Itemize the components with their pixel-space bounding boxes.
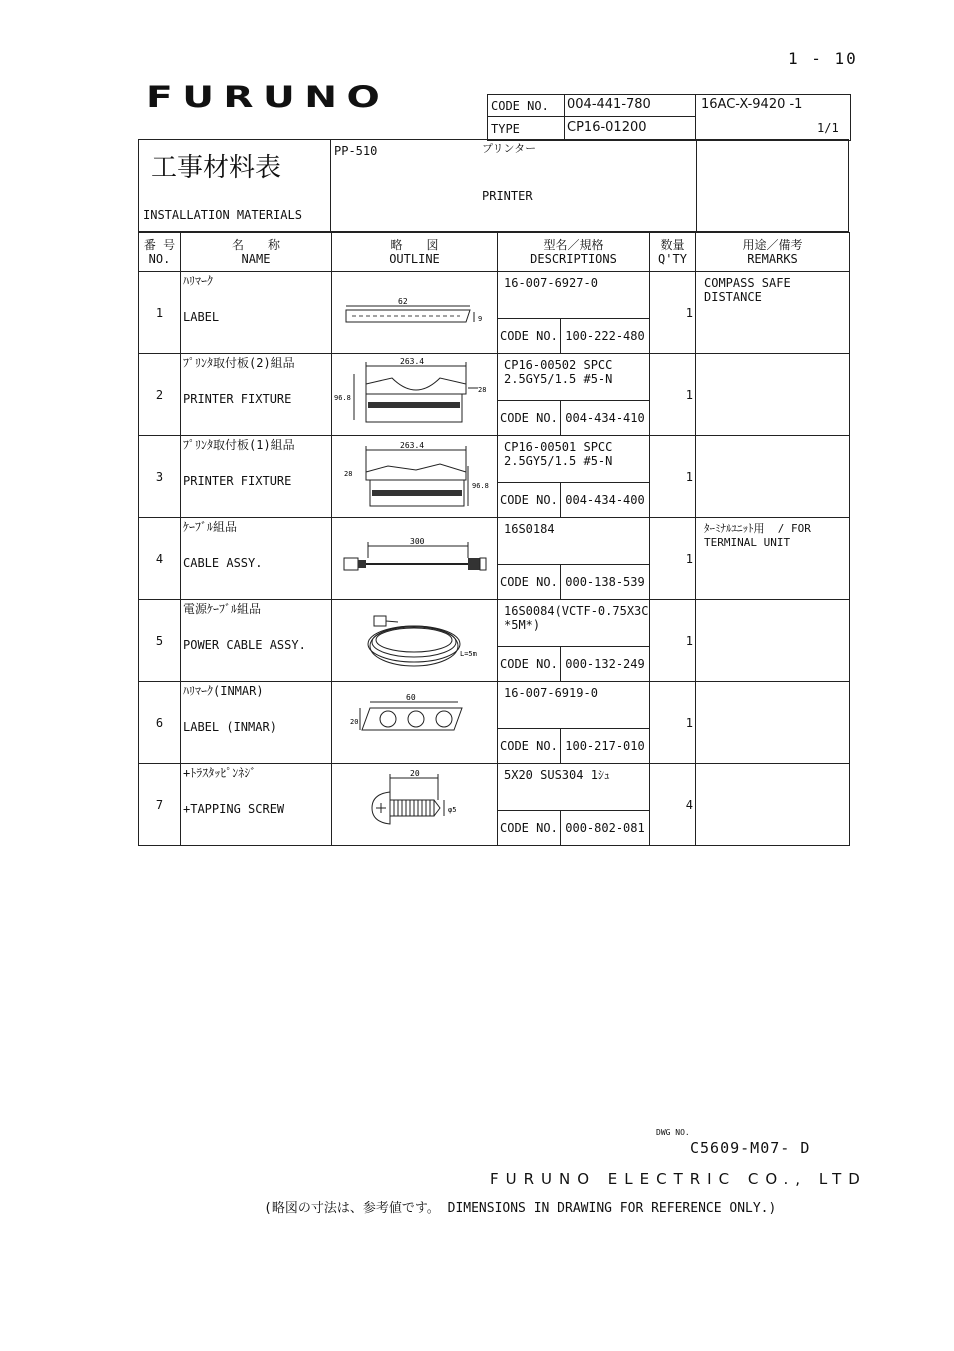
furuno-logo: FURUNO: [146, 80, 390, 114]
table-row: [139, 354, 850, 436]
item-qty: 1: [650, 436, 696, 518]
item-name: +ﾄﾗｽﾀｯﾋﾟﾝﾈｼﾞ +TAPPING SCREW: [181, 764, 332, 846]
table-row: [139, 682, 850, 764]
col-remarks: 用途／備考 REMARKS: [696, 233, 850, 272]
item-desc: 16S0084(VCTF-0.75X3C *5M*) CODE NO. 000-132-249: [498, 600, 650, 682]
header-code-box: [487, 94, 849, 140]
item-qty: 1: [650, 600, 696, 682]
col-name: 名 称 NAME: [181, 233, 332, 272]
product-jp: プリンター: [482, 142, 537, 155]
col-no: 番 号 NO.: [139, 233, 181, 272]
model-name: PP-510: [334, 144, 378, 158]
outline-inmar-label-drawing: [332, 682, 498, 764]
item-desc: 16S0184 CODE NO. 000-138-539: [498, 518, 650, 600]
svg-text:φ5: φ5: [448, 806, 457, 814]
item-code: 000-138-539: [560, 565, 649, 599]
item-name: ﾌﾟﾘﾝﾀ取付板(1)組品 PRINTER FIXTURE: [181, 436, 332, 518]
svg-text:62: 62: [398, 297, 408, 306]
table-row: [139, 272, 850, 354]
item-remarks: [696, 600, 850, 682]
dwg-label: DWG NO.: [656, 1128, 690, 1137]
outline-screw-drawing: [332, 764, 498, 846]
type-label: TYPE: [491, 122, 520, 136]
table-row: [139, 518, 850, 600]
code-no-label: CODE NO.: [491, 99, 549, 113]
sheet-number: 1/1: [817, 121, 839, 135]
company-name: FURUNO ELECTRIC CO., LTD: [490, 1170, 867, 1188]
item-code: 000-132-249: [560, 647, 649, 681]
col-qty: 数量 Q'TY: [650, 233, 696, 272]
page-number: 1 - 10: [788, 49, 858, 68]
item-remarks: [696, 682, 850, 764]
svg-text:20: 20: [410, 769, 420, 778]
item-no: 7: [139, 764, 181, 846]
title-en: INSTALLATION MATERIALS: [143, 208, 302, 222]
item-name: 電源ｹｰﾌﾞﾙ組品 POWER CABLE ASSY.: [181, 600, 332, 682]
title-box: [138, 139, 849, 232]
item-desc: CP16-00501 SPCC 2.5GY5/1.5 #5-N CODE NO. 004-434-400: [498, 436, 650, 518]
item-qty: 1: [650, 518, 696, 600]
item-no: 6: [139, 682, 181, 764]
outline-power-cable-drawing: [332, 600, 498, 682]
item-code: 000-802-081: [560, 811, 649, 845]
item-name: ﾊﾘﾏｰｸ(INMAR) LABEL (INMAR): [181, 682, 332, 764]
item-remarks: [696, 764, 850, 846]
doc-code: 16AC-X-9420 -1: [701, 97, 803, 112]
item-name: ﾊﾘﾏｰｸ LABEL: [181, 272, 332, 354]
item-desc: 16-007-6927-0 CODE NO. 100-222-480: [498, 272, 650, 354]
svg-text:263.4: 263.4: [400, 441, 425, 450]
table-row: [139, 436, 850, 518]
table-row: [139, 764, 850, 846]
table-header-row: [139, 233, 850, 272]
outline-cable-drawing: [332, 518, 498, 600]
reference-footnote: (略図の寸法は、参考値です。 DIMENSIONS IN DRAWING FOR REFERENCE ONLY.): [264, 1201, 777, 1216]
drawing-number: C5609-M07- D: [690, 1139, 811, 1157]
svg-text:96.8: 96.8: [472, 482, 489, 490]
item-desc: CP16-00502 SPCC 2.5GY5/1.5 #5-N CODE NO. 004-434-410: [498, 354, 650, 436]
item-code: 100-222-480: [560, 319, 649, 353]
svg-text:L=5m: L=5m: [460, 650, 477, 658]
svg-text:300: 300: [410, 537, 425, 546]
product-en: PRINTER: [482, 189, 533, 203]
col-desc: 型名／規格 DESCRIPTIONS: [498, 233, 650, 272]
item-code: 004-434-410: [560, 401, 649, 435]
item-no: 4: [139, 518, 181, 600]
type-value: CP16-01200: [567, 120, 647, 135]
item-desc: 5X20 SUS304 1ｼｭ CODE NO. 000-802-081: [498, 764, 650, 846]
item-qty: 1: [650, 682, 696, 764]
col-outline: 略 図 OUTLINE: [332, 233, 498, 272]
svg-text:28: 28: [478, 386, 487, 394]
item-qty: 1: [650, 354, 696, 436]
item-no: 5: [139, 600, 181, 682]
outline-label-drawing: [332, 272, 498, 354]
svg-text:263.4: 263.4: [400, 357, 425, 366]
item-name: ﾌﾟﾘﾝﾀ取付板(2)組品 PRINTER FIXTURE: [181, 354, 332, 436]
svg-text:20: 20: [350, 718, 359, 726]
item-no: 1: [139, 272, 181, 354]
item-remarks: ﾀｰﾐﾅﾙﾕﾆｯﾄ用 / FOR TERMINAL UNIT: [696, 518, 850, 600]
svg-text:9: 9: [478, 315, 483, 323]
item-code: 004-434-400: [560, 483, 649, 517]
materials-table: [138, 232, 850, 846]
outline-fixture-drawing: [332, 354, 498, 436]
svg-text:96.8: 96.8: [334, 394, 351, 402]
title-jp: 工事材料表: [151, 153, 282, 183]
item-remarks: [696, 354, 850, 436]
item-code: 100-217-010: [560, 729, 649, 763]
svg-text:60: 60: [406, 693, 416, 702]
outline-fixture-drawing: [332, 436, 498, 518]
item-remarks: COMPASS SAFE DISTANCE: [696, 272, 850, 354]
item-no: 3: [139, 436, 181, 518]
table-row: [139, 600, 850, 682]
item-desc: 16-007-6919-0 CODE NO. 100-217-010: [498, 682, 650, 764]
item-qty: 1: [650, 272, 696, 354]
item-qty: 4: [650, 764, 696, 846]
code-no-value: 004-441-780: [567, 97, 651, 112]
item-name: ｹｰﾌﾞﾙ組品 CABLE ASSY.: [181, 518, 332, 600]
item-no: 2: [139, 354, 181, 436]
svg-text:28: 28: [344, 470, 353, 478]
item-remarks: [696, 436, 850, 518]
